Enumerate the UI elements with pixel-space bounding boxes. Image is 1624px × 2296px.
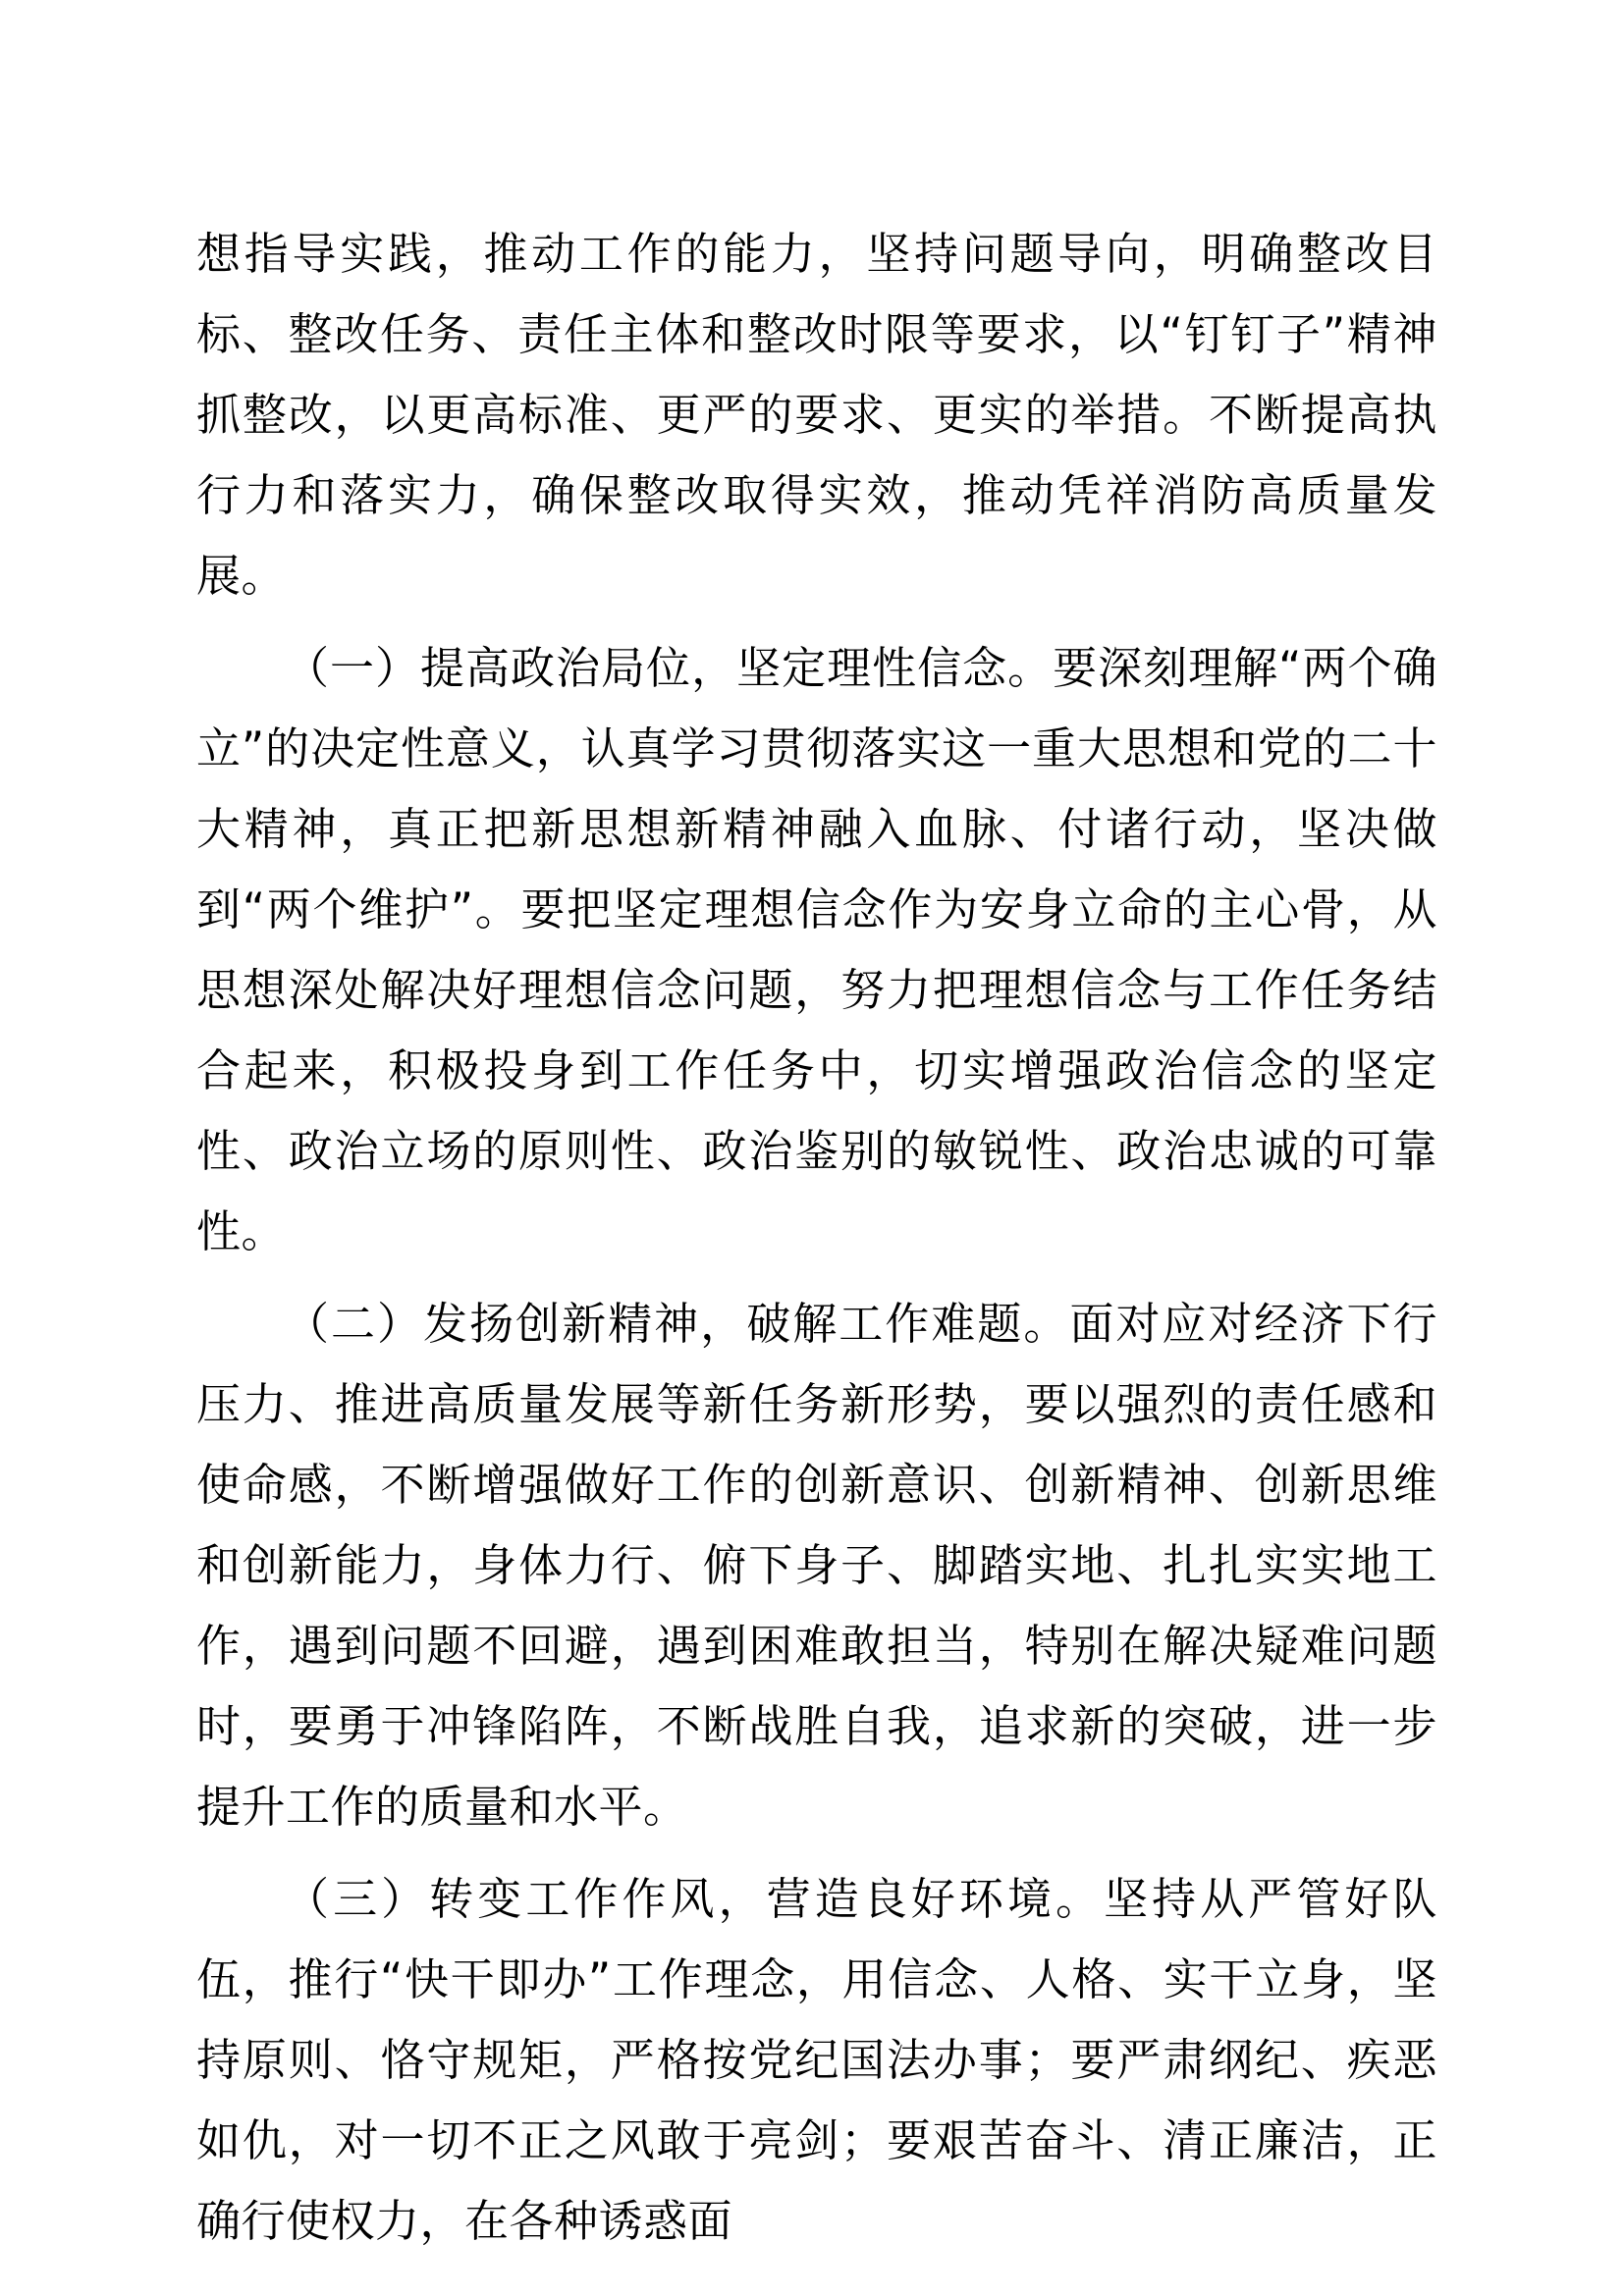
paragraph-section-1: （一）提高政治局位，坚定理性信念。要深刻理解“两个确立”的决定性意义，认真学习贯彻落实这一重大思想和党的二十大精神，真正把新思想新精神融入血脉、付诸行动，坚决做到“两个维护”。要把坚定理想信念作为安身立命的主心骨，从思想深处解决好理想信念问题，努力把理想信念与工作任务结合起来，积极投身到工作任务中，切实增强政治信念的坚定性、政治立场的原则性、政治鉴别的敏锐性、政治忠诚的可靠性。 bbox=[196, 642, 1437, 1257]
paragraph-section-3: （三）转变工作作风，营造良好环境。坚持从严管好队伍，推行“快干即办”工作理念，用信念、人格、实干立身，坚持原则、恪守规矩，严格按党纪国法办事；要严肃纲纪、疾恶如仇，对一切不正之风敢于亮剑；要艰苦奋斗、清正廉洁，正确行使权力，在各种诱惑面 bbox=[196, 1873, 1437, 2247]
document-body bbox=[196, 214, 1437, 2262]
paragraph-section-2: （二）发扬创新精神，破解工作难题。面对应对经济下行压力、推进高质量发展等新任务新形势，要以强烈的责任感和使命感，不断增强做好工作的创新意识、创新精神、创新思维和创新能力，身体力行、俯下身子、脚踏实地、扎扎实实地工作，遇到问题不回避，遇到困难敢担当，特别在解决疑难问题时，要勇于冲锋陷阵，不断战胜自我，追求新的突破，进一步提升工作的质量和水平。 bbox=[196, 1298, 1437, 1833]
paragraph-continuation: 想指导实践，推动工作的能力，坚持问题导向，明确整改目标、整改任务、责任主体和整改时限等要求，以“钉钉子”精神抓整改，以更高标准、更严的要求、更实的举措。不断提高执行力和落实力，确保整改取得实效，推动凭祥消防高质量发展。 bbox=[196, 228, 1437, 602]
